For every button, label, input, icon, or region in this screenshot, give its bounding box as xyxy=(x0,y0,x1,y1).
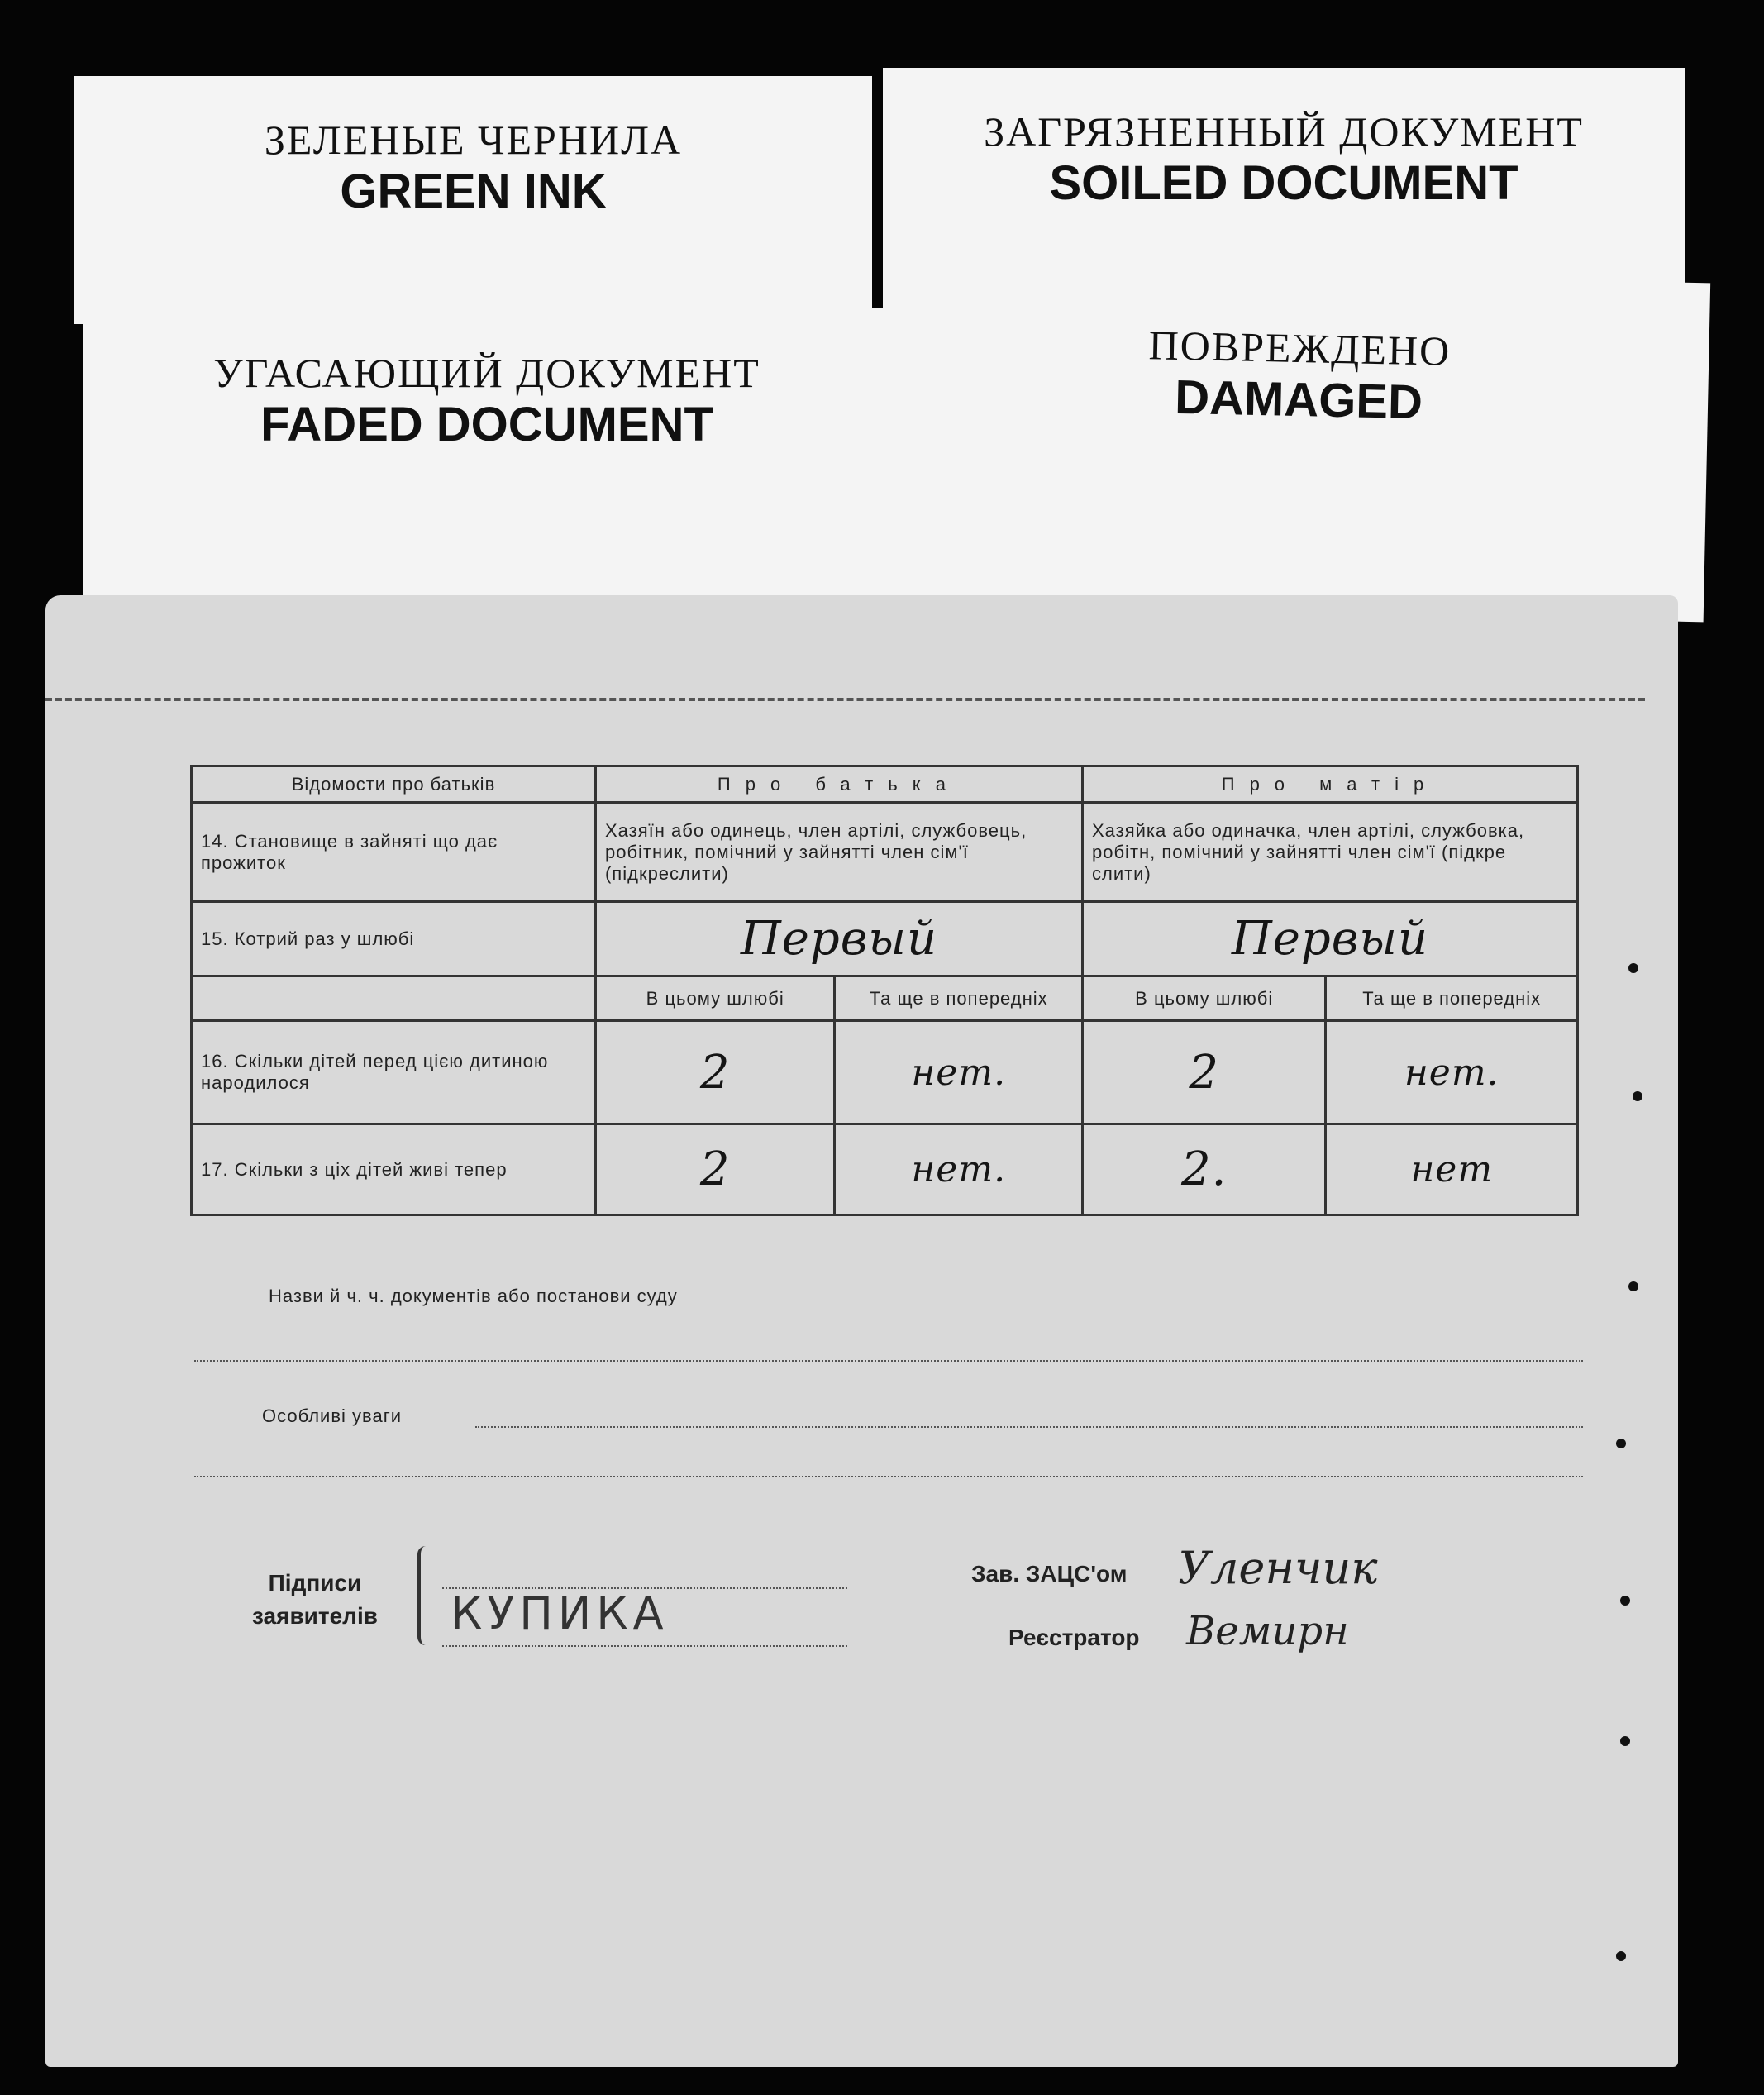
subheader-mother-previous: Та ще в попередніх xyxy=(1326,976,1578,1021)
row16-label: 16. Скільки дітей перед цією дитиною народилося xyxy=(192,1021,596,1124)
documents-label: Назви й ч. ч. документів або постанови суду xyxy=(269,1286,678,1306)
binding-hole xyxy=(1616,1951,1626,1961)
documents-fill-line xyxy=(194,1360,1583,1362)
perforation-line xyxy=(45,698,1645,701)
row14-label: 14. Становище в зайняті що дає прожиток xyxy=(192,803,596,902)
row16-father-this: 2 xyxy=(595,1021,834,1124)
binding-hole xyxy=(1620,1736,1630,1746)
label-green-ink-en: GREEN INK xyxy=(340,165,607,218)
subheader-father-this-marriage: В цьому шлюбі xyxy=(595,976,834,1021)
applicant-signature: КУПИКА xyxy=(451,1587,669,1639)
row14-mother: Хазяйка або одиначка, член артілі, службовка, робітн, помічний у зайнятті член сім'ї (підкре слити) xyxy=(1082,803,1577,902)
row16-mother-this: 2 xyxy=(1082,1021,1325,1124)
row17-father-prev: нет. xyxy=(835,1124,1083,1215)
header-about-mother: Про матір xyxy=(1082,766,1577,803)
label-faded-en: FADED DOCUMENT xyxy=(260,398,713,451)
binding-hole xyxy=(1628,963,1638,973)
remarks-label: Особливі уваги xyxy=(262,1405,403,1426)
remarks-fill-line xyxy=(475,1426,1583,1428)
parents-info-table xyxy=(190,765,1579,1216)
binding-hole xyxy=(1616,1439,1626,1448)
label-card-green-ink xyxy=(74,76,872,324)
label-green-ink-ru: ЗЕЛЕНЫЕ ЧЕРНИЛА xyxy=(264,117,683,163)
applicant-signatures-label xyxy=(252,1567,378,1633)
registrar-label: Реєстратор xyxy=(1008,1625,1140,1650)
subheader-mother-this-marriage: В цьому шлюбі xyxy=(1082,976,1325,1021)
label-damaged-en: DAMAGED xyxy=(1174,370,1423,430)
row14-father: Хазяїн або одинець, член артілі, службовець, робітник, помічний у зайнятті член сім'ї (підкреслити) xyxy=(595,803,1082,902)
row16-label-spacer xyxy=(192,976,596,1021)
row15-father: Первый xyxy=(595,902,1082,976)
row15-label: 15. Котрий раз у шлюбі xyxy=(192,902,596,976)
header-about-father: Про батька xyxy=(595,766,1082,803)
binding-hole xyxy=(1620,1596,1630,1606)
label-soiled-en: SOILED DOCUMENT xyxy=(1049,156,1518,210)
remarks-second-line xyxy=(194,1476,1583,1477)
label-faded-ru: УГАСАЮЩИЙ ДОКУМЕНТ xyxy=(213,350,760,396)
row15-mother: Первый xyxy=(1082,902,1577,976)
row17-label: 17. Скільки з ціх дітей живі тепер xyxy=(192,1124,596,1215)
subheader-father-previous: Та ще в попередніх xyxy=(835,976,1083,1021)
zags-head-signature: Уленчик xyxy=(1178,1542,1378,1594)
registrar-signature: Вемирн xyxy=(1186,1608,1349,1654)
row16-mother-prev: нет. xyxy=(1326,1021,1578,1124)
header-parents-info: Відомости про батьків xyxy=(192,766,596,803)
signatures-label-line1: Підписи xyxy=(268,1570,362,1596)
row16-father-prev: нет. xyxy=(835,1021,1083,1124)
signature-brace xyxy=(417,1546,432,1645)
row17-father-this: 2 xyxy=(595,1124,834,1215)
label-soiled-ru: ЗАГРЯЗНЕННЫЙ ДОКУМЕНТ xyxy=(984,108,1584,155)
label-card-damaged xyxy=(885,266,1710,623)
signatures-label-line2: заявителів xyxy=(252,1603,378,1629)
document-sheet xyxy=(45,595,1678,2067)
binding-hole xyxy=(1628,1281,1638,1291)
label-card-faded-document xyxy=(83,308,891,613)
signature-line-2 xyxy=(442,1645,847,1647)
zags-head-label: Зав. ЗАЦС'ом xyxy=(971,1561,1128,1587)
row17-mother-this: 2. xyxy=(1082,1124,1325,1215)
label-damaged-ru: ПОВРЕЖДЕНО xyxy=(1148,322,1452,375)
row17-mother-prev: нет xyxy=(1326,1124,1578,1215)
binding-hole xyxy=(1633,1091,1642,1101)
